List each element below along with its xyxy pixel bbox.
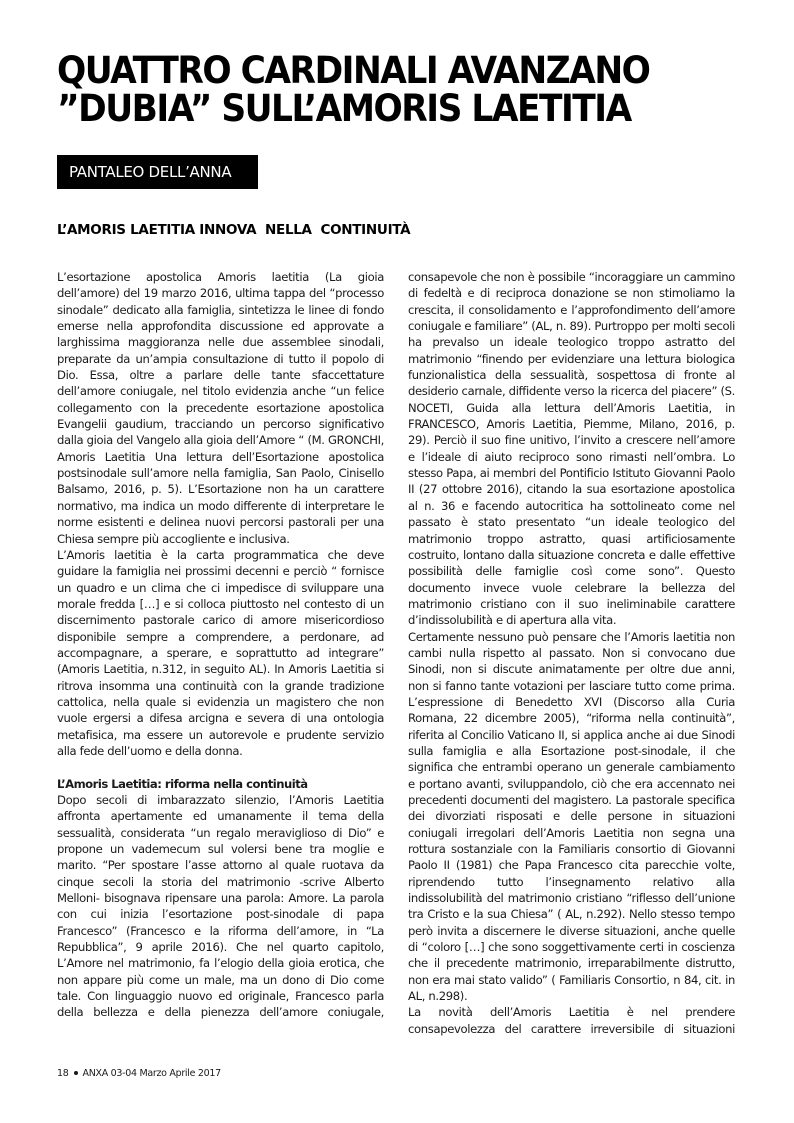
body-paragraph: Certamente nessuno può pensare che l’Amoris laetitia non cambi nulla rispetto al passato. Non si convocano due Sinodi, non si discute animatamente per oltre due anni, non si fanno tante votazioni per lasciare tutto come prima. L’espressione di Benedetto XVI (Discorso alla Curia Romana, 22 dicembre 2005), “riforma nella continuità”, riferita al Concilio Vaticano II, si applica anche ai due Sinodi sulla famiglia e alla Esortazione post-sinodale, il che significa che entrambi operano un generale cambiamento e portano avanti, sviluppandolo, ciò che era accennato nei precedenti documenti del magistero. La pastorale specifica dei divorziati risposati e delle persone in situazioni coniugali irregolari dell’Amoris Laetitia non segna una rottura sostanziale con la Familiaris consortio di Giovanni Paolo II (1981) che Papa Francesco cita parecchie volte, riprendendo tutto l’insegnamento relativo alla indissolubilità del matrimonio cristiano “riflesso dell’unione tra Cristo e la sua Chiesa” ( AL, n.292). Nello stesso tempo però invita a discernere le diverse situazioni, anche quelle di “coloro […] che sono soggettivamente certi in coscienza che il precedente matrimonio, irreparabilmente distrutto, non era mai stato valido” ( Familiaris Consortio, n 84, cit. in AL, n.298). xyxy=(408,629,735,1004)
left-text-column xyxy=(57,269,384,1021)
body-paragraph: L’esortazione apostolica Amoris laetitia (La gioia dell’amore) del 19 marzo 2016, ultima tappa del “processo sinodale” dedicato alla famiglia, sintetizza le linee di fondo emerse nella approfondita discussione ed approvate a larghissima maggioranza nelle due assemblee sinodali, preparate da un’ampia consultazione di tutto il popolo di Dio. Essa, oltre a parlare delle tante sfaccettature dell’amore coniugale, nel titolo evidenzia anche “un felice collegamento con la precedente esortazione apostolica Evangelii gaudium, tracciando un percorso significativo dalla gioia del Vangelo alla gioia dell’Amore “ (M. GRONCHI, Amoris Laetitia Una lettura dell’Esortazione apostolica postsinodale sull’amore nella famiglia, San Paolo, Cinisello Balsamo, 2016, p. 5). L’Esortazione non ha un carattere normativo, ma indica un modo differente di interpretare le norme esistenti e delinea nuovi percorsi pastorali per una Chiesa sempre più accogliente e inclusiva. xyxy=(57,270,384,546)
article-title xyxy=(57,49,708,130)
bullet-icon xyxy=(74,1071,78,1075)
right-text-column xyxy=(408,269,735,1037)
body-paragraph: L’Amoris laetitia è la carta programmatica che deve guidare la famiglia nei prossimi decenni e perciò “ fornisce un quadro e un clima che ci impedisce di sviluppare una morale fredda […] e si colloca piuttosto nel contesto di un discernimento pastorale carico di amore misericordioso disponibile sempre a comprendere, a perdonare, ad accompagnare, a sperare, e soprattutto ad integrare” (Amoris Laetitia, n.312, in seguito AL). In Amoris Laetitia si ritrova insomma una continuità con la grande tradizione cattolica, nella quale si evidenzia un magistero che non vuole ergersi a difesa arcigna e severa di una ontologia metafisica, ma essere un autorevole e prudente servizio alla fede dell’uomo e della donna. xyxy=(57,547,384,758)
body-paragraph: Dopo secoli di imbarazzato silenzio, l’Amoris Laetitia affronta apertamente ed umanamente il tema della sessualità, considerata “un regalo meraviglioso di Dio” e propone un vademecum sul volersi bene tra moglie e marito. “Per spostare l’asse attorno al quale ruotava da cinque secoli la storia del matrimonio -scrive Alberto Melloni- bisognava ripensare una parola: Amore. La parola con cui inizia l’esortazione post-sinodale di papa Francesco” (Francesco e la riforma dell’amore, in “La Repubblica”, 9 aprile 2016). Che nel quarto capitolo, L’Amore nel matrimonio, fa l’elogio della gioia erotica, che non appare più come un male, ma un dono di Dio come tale. Con linguaggio nuovo ed originale, Francesco parla della bellezza e della pienezza dell’amore coniugale, xyxy=(57,793,384,1020)
body-paragraph: consapevole che non è possibile “incoraggiare un cammino di fedeltà e di reciproca donazione se non stimoliamo la crescita, il consolidamento e l’approfondimento dell’amore coniugale e familiare” (AL, n. 89). Purtroppo per molti secoli ha prevalso un ideale teologico troppo astratto del matrimonio “finendo per evidenziare una lettura biologica funzionalistica della sessualità, sospettosa di fronte al desiderio carnale, diffidente verso la ricerca del piacere” (S. NOCETI, Guida alla lettura dell’Amoris Laetitia, in FRANCESCO, Amoris Laetitia, Piemme, Milano, 2016, p. 29). Perciò il suo fine unitivo, l’invito a crescere nell’amore e l’ideale di aiuto reciproco sono rimasti nell’ombra. Lo stesso Papa, ai membri del Pontificio Istituto Giovanni Paolo II (27 ottobre 2016), citando la sua esortazione apostolica al n. 36 e facendo autocritica ha sottolineato come nel passato è stato presentato “un ideale teologico del matrimonio troppo astratto, quasi artificiosamente costruito, lontano dalla situazione concreta e dalle effettive possibilità delle famiglie così come sono”. Questo documento invece vuole celebrare la bellezza del matrimonio cristiano con il suo ineliminabile carattere d’indissolubilità e di apertura alla vita. xyxy=(408,270,735,628)
article-title-line-1: QUATTRO CARDINALI AVANZANO xyxy=(57,49,650,92)
section-heading: L’AMORIS LAETITIA INNOVA NELLA CONTINUITÀ xyxy=(57,222,411,238)
page-number: 18 xyxy=(57,1068,69,1079)
subheading: L’Amoris Laetitia: riforma nella continuità xyxy=(57,776,308,791)
page-footer xyxy=(57,1068,221,1080)
author-byline: PANTALEO DELL’ANNA xyxy=(57,155,258,189)
article-title-line-2: ”DUBIA” SULL’AMORIS LAETITIA xyxy=(57,87,631,130)
body-paragraph: La novità dell’Amoris Laetitia è nel prendere consapevolezza del carattere irreversibile di situazioni xyxy=(408,1005,735,1036)
publication-info: ANXA 03-04 Marzo Aprile 2017 xyxy=(82,1068,221,1079)
